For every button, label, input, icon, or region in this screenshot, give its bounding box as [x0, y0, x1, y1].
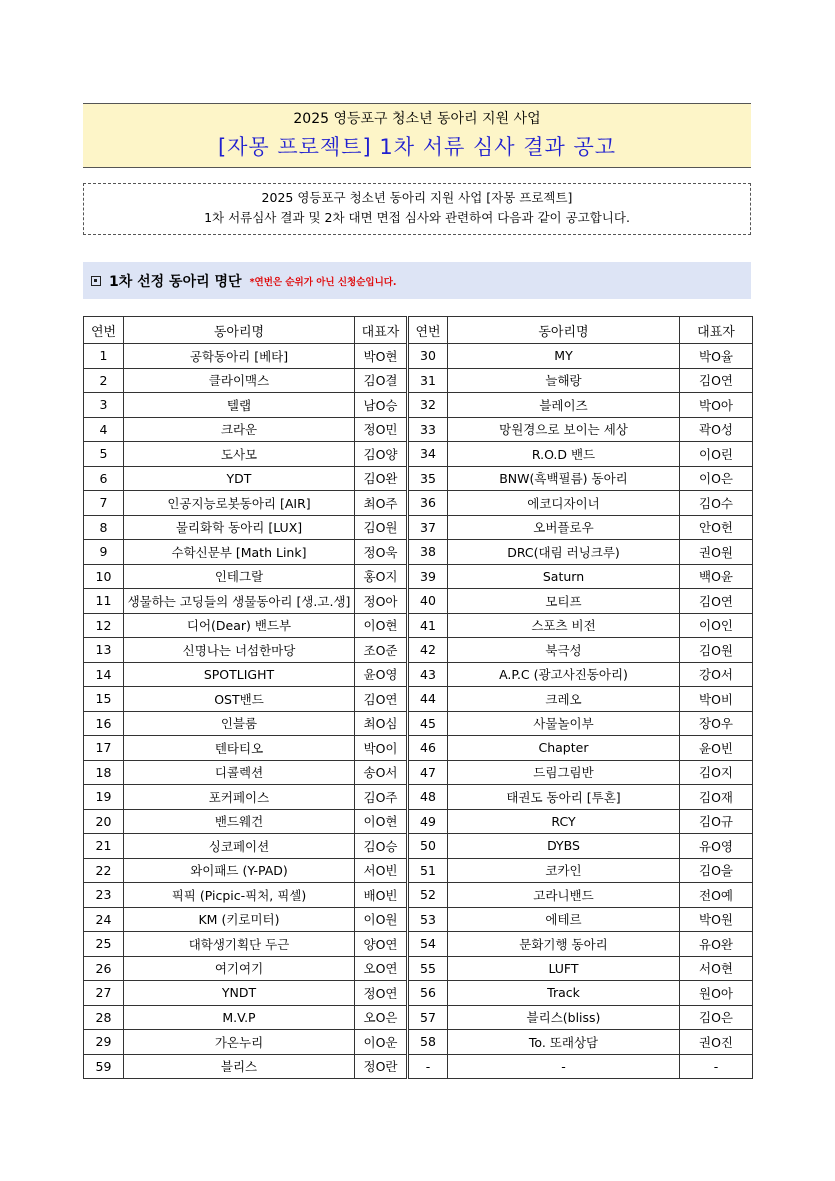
club-name: 가온누리 [124, 1030, 355, 1055]
leader: 서O빈 [355, 858, 408, 883]
row-no: 15 [84, 687, 124, 712]
row-no: 56 [408, 981, 448, 1006]
row-no: 41 [408, 613, 448, 638]
club-name: 포커페이스 [124, 785, 355, 810]
leader: 정O욱 [355, 540, 408, 565]
leader: 김O원 [680, 638, 753, 663]
row-no: 29 [84, 1030, 124, 1055]
table-row [84, 858, 753, 883]
row-no: 42 [408, 638, 448, 663]
club-name: 블리스 [124, 1054, 355, 1079]
leader: 이O현 [355, 809, 408, 834]
notice-line2: 1차 서류심사 결과 및 2차 대면 면접 심사와 관련하여 다음과 같이 공고합니다. [204, 210, 630, 225]
row-no: 10 [84, 564, 124, 589]
club-name: YNDT [124, 981, 355, 1006]
leader: 오O은 [355, 1005, 408, 1030]
club-name: 문화기행 동아리 [448, 932, 680, 957]
club-name: 여기여기 [124, 956, 355, 981]
leader: 김O수 [680, 491, 753, 516]
row-no: 21 [84, 834, 124, 859]
row-no: 51 [408, 858, 448, 883]
leader: 오O연 [355, 956, 408, 981]
leader: 이O린 [680, 442, 753, 467]
table-row [84, 1030, 753, 1055]
club-name: 모티프 [448, 589, 680, 614]
club-name: 태권도 동아리 [투혼] [448, 785, 680, 810]
leader: 김O지 [680, 760, 753, 785]
leader: 안O헌 [680, 515, 753, 540]
table-row [84, 883, 753, 908]
club-name: 에테르 [448, 907, 680, 932]
table-row [84, 540, 753, 565]
row-no: 58 [408, 1030, 448, 1055]
row-no: 36 [408, 491, 448, 516]
table-row [84, 662, 753, 687]
table-row [84, 785, 753, 810]
row-no: 17 [84, 736, 124, 761]
leader: 이O운 [355, 1030, 408, 1055]
leader: 이O인 [680, 613, 753, 638]
club-name: Track [448, 981, 680, 1006]
leader: 김O은 [680, 1005, 753, 1030]
table-row [84, 736, 753, 761]
table-row [84, 834, 753, 859]
notice-box [83, 183, 751, 235]
table-row [84, 1005, 753, 1030]
club-name: 물리화학 동아리 [LUX] [124, 515, 355, 540]
row-no: 49 [408, 809, 448, 834]
row-no: 16 [84, 711, 124, 736]
leader: 박O이 [355, 736, 408, 761]
row-no: 35 [408, 466, 448, 491]
table-row [84, 809, 753, 834]
row-no: 5 [84, 442, 124, 467]
club-name: - [448, 1054, 680, 1079]
leader: 조O준 [355, 638, 408, 663]
leader: 배O빈 [355, 883, 408, 908]
leader: 정O민 [355, 417, 408, 442]
title-banner [83, 103, 751, 168]
leader: 송O서 [355, 760, 408, 785]
row-no: 54 [408, 932, 448, 957]
table-row [84, 613, 753, 638]
section-header [83, 262, 751, 299]
row-no: 7 [84, 491, 124, 516]
table-row [84, 393, 753, 418]
table-row [84, 491, 753, 516]
table-row [84, 932, 753, 957]
club-name: 텔랩 [124, 393, 355, 418]
club-name: 사물놀이부 [448, 711, 680, 736]
row-no: 24 [84, 907, 124, 932]
leader: 김O연 [680, 589, 753, 614]
leader: 김O규 [680, 809, 753, 834]
row-no: 6 [84, 466, 124, 491]
row-no: 37 [408, 515, 448, 540]
title-line1: 2025 영등포구 청소년 동아리 지원 사업 [293, 111, 541, 127]
leader: 권O진 [680, 1030, 753, 1055]
row-no: 34 [408, 442, 448, 467]
row-no: 59 [84, 1054, 124, 1079]
leader: 양O연 [355, 932, 408, 957]
club-name: 늘해랑 [448, 368, 680, 393]
club-name: 신명나는 너섬한마당 [124, 638, 355, 663]
club-name: 인테그랄 [124, 564, 355, 589]
row-no: 43 [408, 662, 448, 687]
leader: 정O연 [355, 981, 408, 1006]
row-no: 19 [84, 785, 124, 810]
row-no: 32 [408, 393, 448, 418]
row-no: 45 [408, 711, 448, 736]
club-name: 크라운 [124, 417, 355, 442]
row-no: 4 [84, 417, 124, 442]
club-name: 에코디자이너 [448, 491, 680, 516]
leader: 강O서 [680, 662, 753, 687]
row-no: 2 [84, 368, 124, 393]
title-line2: [자몽 프로젝트] 1차 서류 심사 결과 공고 [217, 135, 617, 159]
club-name: MY [448, 344, 680, 369]
club-name: M.V.P [124, 1005, 355, 1030]
row-no: 52 [408, 883, 448, 908]
club-name: 클라이맥스 [124, 368, 355, 393]
club-name: BNW(흑백필름) 동아리 [448, 466, 680, 491]
leader: 윤O영 [355, 662, 408, 687]
row-no: 31 [408, 368, 448, 393]
row-no: 30 [408, 344, 448, 369]
leader: 박O아 [680, 393, 753, 418]
table-row [84, 760, 753, 785]
leader: 박O현 [355, 344, 408, 369]
row-no: 33 [408, 417, 448, 442]
section-note: *연번은 순위가 아닌 신청순입니다. [249, 276, 397, 288]
club-name: LUFT [448, 956, 680, 981]
header-no: 연번 [408, 317, 448, 344]
row-no: 46 [408, 736, 448, 761]
row-no: 44 [408, 687, 448, 712]
row-no: 14 [84, 662, 124, 687]
row-no: 40 [408, 589, 448, 614]
leader: 김O승 [355, 834, 408, 859]
leader: 최O주 [355, 491, 408, 516]
leader: 원O아 [680, 981, 753, 1006]
club-name: 크레오 [448, 687, 680, 712]
row-no: 47 [408, 760, 448, 785]
table-row [84, 1054, 753, 1079]
leader: 김O연 [355, 687, 408, 712]
row-no: 8 [84, 515, 124, 540]
row-no: 48 [408, 785, 448, 810]
row-no: 55 [408, 956, 448, 981]
club-name: 픽픽 (Picpic-픽처, 픽셀) [124, 883, 355, 908]
table-row [84, 466, 753, 491]
club-name: 디어(Dear) 밴드부 [124, 613, 355, 638]
club-name: 인블룸 [124, 711, 355, 736]
row-no: 27 [84, 981, 124, 1006]
leader: 이O현 [355, 613, 408, 638]
club-name: KM (키로미터) [124, 907, 355, 932]
leader: 박O율 [680, 344, 753, 369]
club-name: 공학동아리 [베타] [124, 344, 355, 369]
row-no: 11 [84, 589, 124, 614]
club-name: SPOTLIGHT [124, 662, 355, 687]
club-name: R.O.D 밴드 [448, 442, 680, 467]
row-no: 53 [408, 907, 448, 932]
row-no: 23 [84, 883, 124, 908]
row-no: 39 [408, 564, 448, 589]
club-name: 스포츠 비전 [448, 613, 680, 638]
leader: 윤O빈 [680, 736, 753, 761]
club-name: 북극성 [448, 638, 680, 663]
club-list-table [83, 316, 753, 1079]
leader: 정O아 [355, 589, 408, 614]
section-title: 1차 선정 동아리 명단 [109, 273, 242, 290]
table-row [84, 638, 753, 663]
club-name: 디콜렉션 [124, 760, 355, 785]
row-no: 38 [408, 540, 448, 565]
leader: 전O예 [680, 883, 753, 908]
row-no: 3 [84, 393, 124, 418]
table-row [84, 368, 753, 393]
club-name: 수학신문부 [Math Link] [124, 540, 355, 565]
table-row [84, 956, 753, 981]
leader: 권O원 [680, 540, 753, 565]
leader: 남O승 [355, 393, 408, 418]
leader: 김O원 [355, 515, 408, 540]
club-name: 오버플로우 [448, 515, 680, 540]
header-leader: 대표자 [680, 317, 753, 344]
leader: 김O양 [355, 442, 408, 467]
leader: 김O재 [680, 785, 753, 810]
table-row [84, 344, 753, 369]
club-name: 인공지능로봇동아리 [AIR] [124, 491, 355, 516]
leader: 유O영 [680, 834, 753, 859]
header-leader: 대표자 [355, 317, 408, 344]
leader: 김O결 [355, 368, 408, 393]
row-no: 13 [84, 638, 124, 663]
leader: 서O현 [680, 956, 753, 981]
leader: 김O연 [680, 368, 753, 393]
header-club: 동아리명 [448, 317, 680, 344]
square-bullet-icon [91, 276, 101, 286]
leader: 김O주 [355, 785, 408, 810]
club-name: Saturn [448, 564, 680, 589]
club-name: 망원경으로 보이는 세상 [448, 417, 680, 442]
leader: 백O윤 [680, 564, 753, 589]
table-header-row [84, 317, 753, 344]
club-name: Chapter [448, 736, 680, 761]
leader: 박O비 [680, 687, 753, 712]
row-no: 12 [84, 613, 124, 638]
leader: 이O은 [680, 466, 753, 491]
club-name: 코카인 [448, 858, 680, 883]
club-name: 생물하는 고딩들의 생물동아리 [생.고.생] [124, 589, 355, 614]
club-name: 도사모 [124, 442, 355, 467]
club-name: 드림그림반 [448, 760, 680, 785]
row-no: 1 [84, 344, 124, 369]
club-name: 블리스(bliss) [448, 1005, 680, 1030]
club-name: OST밴드 [124, 687, 355, 712]
leader: 이O원 [355, 907, 408, 932]
club-name: A.P.C (광고사진동아리) [448, 662, 680, 687]
row-no: 50 [408, 834, 448, 859]
club-name: 텐타티오 [124, 736, 355, 761]
club-name: 고라니밴드 [448, 883, 680, 908]
leader: 김O을 [680, 858, 753, 883]
club-name: 와이패드 (Y-PAD) [124, 858, 355, 883]
table-row [84, 589, 753, 614]
row-no: 25 [84, 932, 124, 957]
table-row [84, 442, 753, 467]
row-no: 22 [84, 858, 124, 883]
table-row [84, 515, 753, 540]
row-no: 9 [84, 540, 124, 565]
header-club: 동아리명 [124, 317, 355, 344]
table-row [84, 907, 753, 932]
row-no: 57 [408, 1005, 448, 1030]
leader: 유O완 [680, 932, 753, 957]
row-no: 18 [84, 760, 124, 785]
club-name: 블레이즈 [448, 393, 680, 418]
leader: 최O심 [355, 711, 408, 736]
table-row [84, 687, 753, 712]
leader: 곽O성 [680, 417, 753, 442]
club-name: DYBS [448, 834, 680, 859]
row-no: 28 [84, 1005, 124, 1030]
row-no: 20 [84, 809, 124, 834]
club-name: 싱코페이션 [124, 834, 355, 859]
leader: - [680, 1054, 753, 1079]
leader: 정O란 [355, 1054, 408, 1079]
row-no: 26 [84, 956, 124, 981]
club-name: To. 또래상담 [448, 1030, 680, 1055]
notice-line1: 2025 영등포구 청소년 동아리 지원 사업 [자몽 프로젝트] [261, 190, 573, 205]
header-no: 연번 [84, 317, 124, 344]
club-name: 밴드웨건 [124, 809, 355, 834]
table-row [84, 417, 753, 442]
leader: 장O우 [680, 711, 753, 736]
row-no: - [408, 1054, 448, 1079]
club-name: RCY [448, 809, 680, 834]
club-name: DRC(대림 러닝크루) [448, 540, 680, 565]
table-row [84, 981, 753, 1006]
leader: 박O원 [680, 907, 753, 932]
leader: 홍O지 [355, 564, 408, 589]
table-row [84, 564, 753, 589]
leader: 김O완 [355, 466, 408, 491]
club-name: YDT [124, 466, 355, 491]
club-name: 대학생기획단 두근 [124, 932, 355, 957]
table-row [84, 711, 753, 736]
